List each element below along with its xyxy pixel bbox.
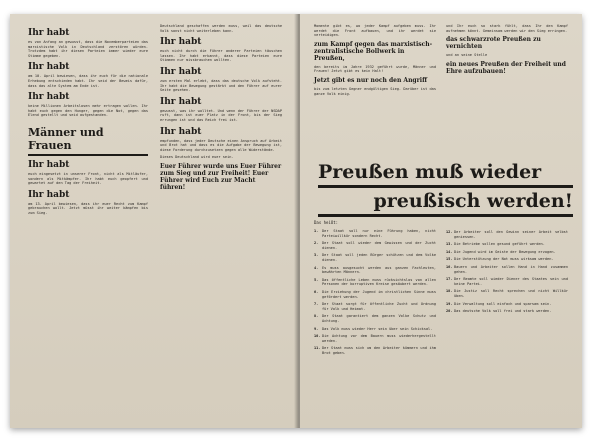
- list-number: 12.: [446, 230, 453, 234]
- body-paragraph: am 10. April bewiesen, dass ihr euch für die nationale Erhebung entschieden habt. Ihr seid der Beweis dafür, dass das alte System am Ende ist.: [28, 74, 148, 88]
- section-heading: Ihr habt: [160, 37, 202, 48]
- list-text: Der Staat soll jeden Bürger schützen und dem Volke dienen.: [322, 253, 436, 262]
- list-text: Das deutsche Volk soll frei und stark werden.: [454, 309, 552, 314]
- list-item: [314, 327, 436, 332]
- list-item: [314, 314, 436, 323]
- open-pamphlet: [10, 14, 582, 428]
- body-paragraph: euch eingesetzt in unserer Front, nicht als Mitläufer, sondern als Mitkämpfer. Ihr habt euch geopfert und gewartet auf den Tag der Freiheit.: [28, 171, 148, 186]
- headline-rule: [318, 185, 573, 188]
- list-number: 20.: [446, 309, 453, 314]
- list-number: 7.: [314, 302, 319, 307]
- bold-slogan: zum Kampf gegen das marxistisch-zentralistische Bollwerk in Preußen,: [314, 40, 433, 62]
- list-item: [314, 241, 436, 250]
- section-heading: Ihr habt: [160, 96, 202, 107]
- list-text: Der Staat garantiert dem ganzen Volke Schutz und Achtung.: [322, 314, 436, 323]
- section-heading: Ihr habt: [28, 28, 70, 38]
- list-number: 19.: [446, 301, 453, 306]
- body-paragraph: keine Millionen Arbeitslosen mehr ertragen wollen. Ihr habt euch gegen den Hunger, gegen die Not, gegen das Elend gestellt und seid aufgestanden.: [28, 104, 148, 118]
- list-number: 11.: [314, 346, 321, 351]
- list-text: Die Justiz soll Recht sprechen und nicht Willkür üben.: [454, 289, 568, 298]
- section-heading: Ihr habt: [160, 126, 202, 137]
- list-number: 4.: [314, 265, 319, 270]
- list-number: 2.: [314, 241, 319, 246]
- section-heading: Ihr habt: [28, 92, 70, 103]
- list-number: 1.: [314, 229, 319, 233]
- list-item: [446, 250, 568, 255]
- list-item: [314, 334, 436, 343]
- list-number: 18.: [446, 289, 453, 294]
- body-paragraph: es von Anfang an gewusst, dass die Novemberparteien das marxistische Volk in Deutschland zerstören würden. Trotzdem habt ihr diesen Parteien immer wieder eure Stimme gegeben.: [28, 40, 148, 58]
- right-column-1: [314, 24, 436, 99]
- headline-line-2: preußisch werden!: [373, 190, 573, 212]
- list-text: Die Jugend wird im Geiste der Bewegung erzogen.: [454, 249, 556, 254]
- list-item: [314, 229, 436, 238]
- list-text: Die Achtung vor dem Bauern muss wiederhergestellt werden.: [322, 334, 436, 343]
- main-headline: [318, 160, 573, 218]
- right-column-2: [446, 24, 568, 78]
- list-intro: Das heißt:: [314, 220, 339, 225]
- body-paragraph: Dieses Deutschland wird euer sein.: [160, 155, 234, 160]
- list-text: Der Staat muss sich um den Arbeiter kümmern und ihm Brot geben.: [322, 346, 436, 355]
- bold-slogan: das schwarzrote Preußen zu vernichten: [446, 36, 541, 51]
- list-number: 8.: [314, 314, 319, 319]
- section-heading: Ihr habt: [28, 159, 70, 170]
- section-heading: Ihr habt: [28, 62, 70, 73]
- list-item: [446, 257, 568, 262]
- list-item: [446, 265, 568, 274]
- left-column-2: [160, 24, 282, 194]
- list-item: [446, 289, 568, 298]
- left-page: [10, 14, 298, 428]
- headline-line-1: Preußen muß wieder: [318, 161, 542, 183]
- bold-slogan: Euer Führer wurde uns Euer Führer zum Sieg und zur Freiheit! Euer Führer wird Euch zur Macht führen!: [160, 162, 282, 191]
- headline-rule: [318, 214, 573, 217]
- list-text: Das Volk muss wieder Herr sein über sein Schicksal.: [322, 326, 433, 331]
- list-text: Der Beamte soll wieder Diener des Staates sein und keine Partei.: [454, 277, 568, 286]
- bold-slogan: Jetzt gibt es nur noch den Angriff: [314, 76, 427, 84]
- list-item: [314, 266, 436, 275]
- demands-list-right: [446, 230, 568, 317]
- list-item: [446, 277, 568, 286]
- demands-list-left: [314, 220, 436, 358]
- body-paragraph: zum ersten Mal erlebt, dass das deutsche Volk aufsteht. Ihr habt die Bewegung gestärkt und den Führer auf eurer Seite gesehen.: [160, 78, 282, 93]
- list-item: [314, 253, 436, 262]
- list-text: Die Erziehung der Jugend im christlichen Sinne muss gefördert werden.: [322, 289, 436, 299]
- body-paragraph: euch nicht durch die Führer anderer Parteien täuschen lassen. Ihr habt erkannt, dass diese Parteien eure Stimmen nur missbrauchen wollten.: [160, 49, 282, 63]
- body-paragraph: den bereits im Jahre 1932 geführt wurde, Männer und Frauen! Jetzt gibt es kein Halt!: [314, 64, 436, 74]
- list-text: Die Verwaltung soll einfach und sparsam sein.: [454, 301, 552, 306]
- list-item: [446, 302, 568, 307]
- list-number: 14.: [446, 249, 453, 254]
- list-item: [446, 230, 568, 239]
- section-heading: Ihr habt: [28, 189, 70, 200]
- list-number: 6.: [314, 289, 319, 294]
- body-paragraph: gewusst, was ihr wolltet. Und wenn der Führer der NSDAP ruft, dann ist euer Platz in der Front, bis der Sieg errungen ist und das Reich frei ist.: [160, 108, 282, 122]
- list-number: 13.: [446, 242, 453, 247]
- body-paragraph: und an seine Stelle: [446, 53, 488, 58]
- list-text: Das öffentliche Leben muss rücksichtslos von allen Personen der korruptiven Kreise gesäubert werden.: [322, 277, 436, 287]
- list-text: Der Staat soll wieder dem Gewissen und der Zucht dienen.: [322, 241, 436, 250]
- list-item: [314, 278, 436, 287]
- list-number: 9.: [314, 326, 319, 331]
- list-number: 15.: [446, 257, 453, 262]
- list-text: Bauern und Arbeiter sollen Hand in Hand zusammen gehen.: [454, 264, 568, 274]
- list-text: Die Unterstützung der Not muss wirksam werden.: [454, 257, 554, 262]
- list-number: 17.: [446, 277, 453, 282]
- list-item: [314, 290, 436, 299]
- section-title: Männer und Frauen: [28, 126, 148, 156]
- body-paragraph: empfunden, dass jeder Deutsche einen Anspruch auf Arbeit und Brot hat und dass es die Aufgabe der Bewegung ist, diese Forderung durchzusetzen gegen alle Widerstände.: [160, 138, 282, 152]
- list-number: 16.: [446, 264, 453, 269]
- list-number: 10.: [314, 334, 321, 339]
- bold-slogan: ein neues Preußen der Freiheit und Ehre aufzubauen!: [446, 60, 566, 75]
- body-paragraph: Momente gibt es, wo jeder Kampf aufgeben muss. Ihr werdet die Front aufbauen, und ihr werdet sie verteidigen.: [314, 24, 436, 38]
- list-text: Die Betriebe sollen gesund geführt werden.: [454, 242, 545, 247]
- list-text: Es muss ausgesucht werden aus ganzen Fachleuten, bewährten Männern.: [322, 265, 436, 275]
- left-column-1: [28, 24, 148, 219]
- body-paragraph: am 13. April bewiesen, dass ihr euer Recht zum Kampf gebrauchen wollt. Jetzt müsst ihr weiter kämpfen bis zum Sieg.: [28, 201, 148, 215]
- list-item: [314, 302, 436, 311]
- body-paragraph: bis zum letzten Gegner endgültigen Sieg. Darüber ist das ganze Volk einig.: [314, 86, 436, 96]
- body-paragraph: und Ihr euch so stark fühlt, dass Ihr den Kampf aufnehmen könnt. Gemeinsam werden wir den Sieg erringen.: [446, 24, 568, 33]
- list-number: 5.: [314, 277, 319, 282]
- list-item: [446, 242, 568, 247]
- list-text: Der Arbeiter soll den Gewinn seiner Arbeit selbst geniessen.: [454, 230, 568, 239]
- list-text: Der Staat sorgt für öffentliche Zucht und Ordnung für Volk und Heimat.: [322, 302, 436, 311]
- section-heading: Ihr habt: [160, 66, 202, 77]
- list-item: [446, 309, 568, 314]
- list-text: Der Staat soll nur eine Führung haben, nicht Parteiwillkür sondern Recht.: [322, 229, 436, 238]
- right-page: [300, 14, 582, 428]
- list-item: [314, 346, 436, 355]
- list-number: 3.: [314, 253, 319, 258]
- body-paragraph: Deutschland geschaffen werden muss, weil das deutsche Volk sonst nicht weiterleben kann.: [160, 24, 282, 33]
